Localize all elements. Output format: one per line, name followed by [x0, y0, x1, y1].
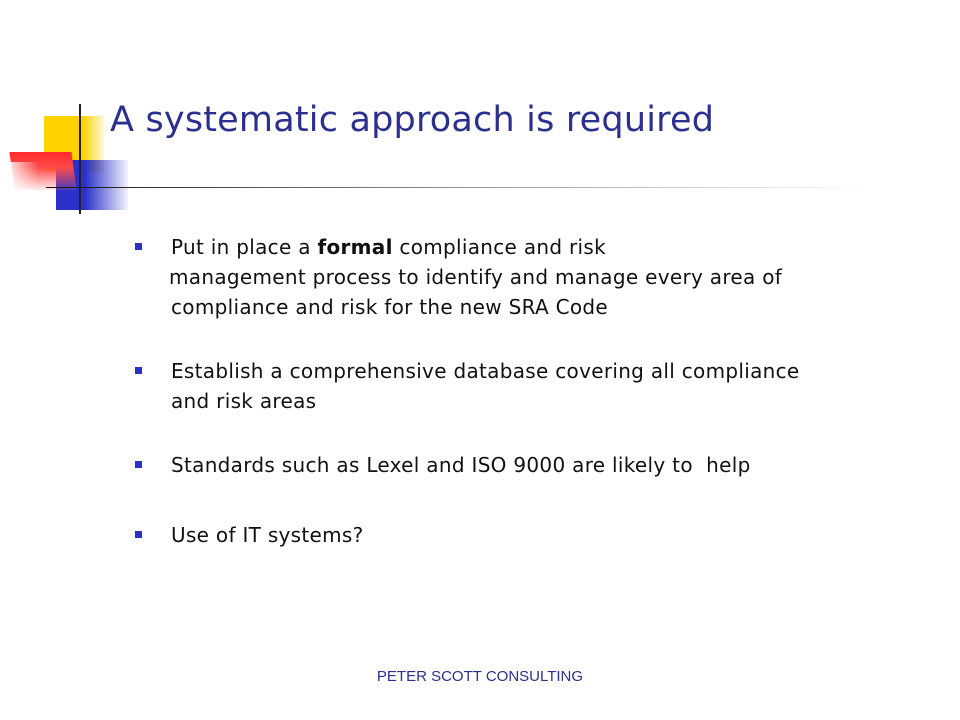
vertical-rule — [79, 104, 81, 214]
bullet-3-line1: Standards such as Lexel and ISO 9000 are likely to help — [171, 453, 751, 477]
slide-title: A systematic approach is required — [110, 100, 715, 140]
bullet-1-bold: formal — [317, 235, 393, 259]
bullet-1-line2: management process to identify and manage every area of — [169, 265, 783, 289]
bullet-item-3 — [135, 450, 925, 480]
bullet-item-1 — [135, 232, 925, 262]
bullet-2-line1: Establish a comprehensive database covering all compliance — [171, 359, 800, 383]
bullet-1-prefix: Put in place a — [171, 235, 318, 259]
bullet-1-line3: compliance and risk for the new SRA Code — [171, 295, 608, 319]
bullet-4-line1: Use of IT systems? — [171, 523, 364, 547]
bullet-1-suffix: compliance and risk — [392, 235, 606, 259]
red-fade-decoration — [8, 162, 38, 202]
footer-text: PETER SCOTT CONSULTING — [376, 668, 584, 685]
bullet-square-icon — [135, 531, 142, 538]
bullet-item-2 — [135, 356, 925, 416]
bullet-2-line2: and risk areas — [171, 389, 317, 413]
bullet-1-continuation — [135, 262, 925, 322]
bullet-square-icon — [135, 367, 142, 374]
bullet-list — [135, 232, 925, 550]
bullet-square-icon — [135, 243, 142, 250]
bullet-square-icon — [135, 461, 142, 468]
bullet-item-4 — [135, 520, 925, 550]
horizontal-rule — [46, 187, 876, 188]
